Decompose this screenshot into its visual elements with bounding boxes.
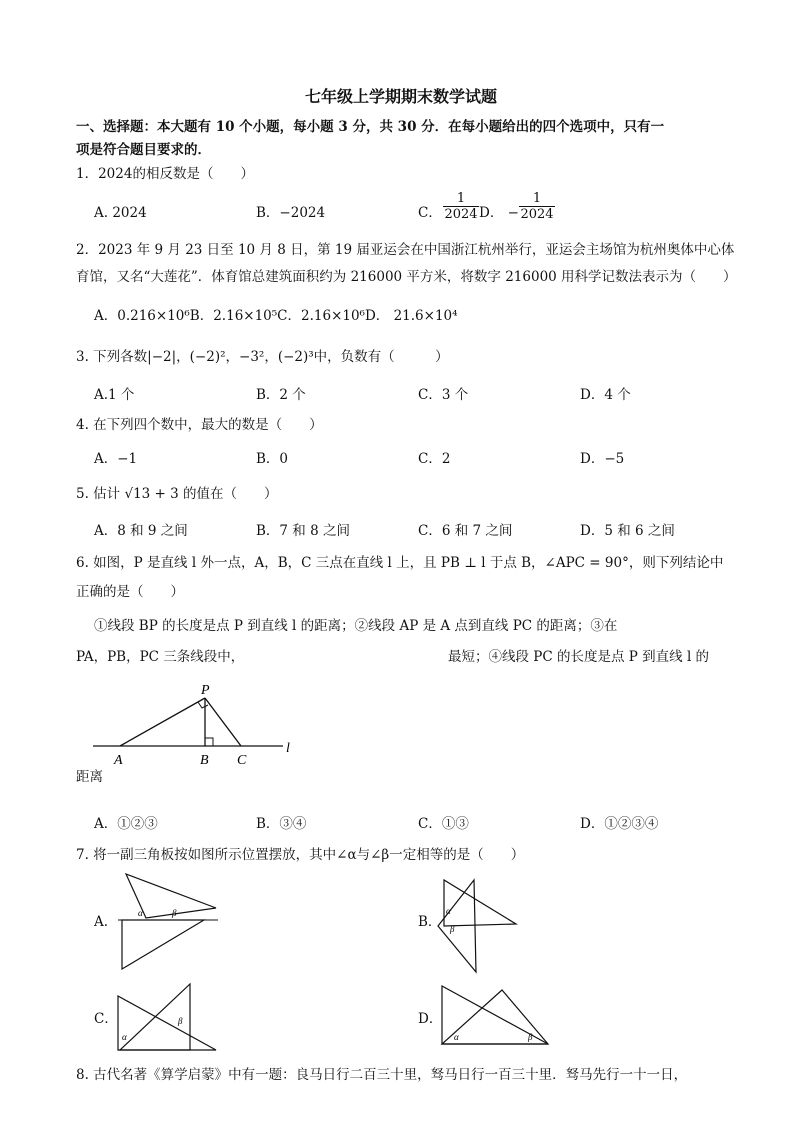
q6-option-c: C．①③ [418,816,469,832]
q6-label-c: C [237,753,247,768]
q3-option-a: A.1 个 [94,387,135,403]
q7d-alpha: α [454,1032,459,1042]
q6-line1: 6. 如图，P 是直线 l 外一点，A，B，C 三点在直线 l 上，且 PB ⊥ l 于点 B，∠APC = 90°，则下列结论中 [76,555,724,571]
q5-option-a: A．8 和 9 之间 [94,523,188,539]
q1-option-d-fraction [519,191,555,222]
q1-option-c-label: C． [418,205,442,221]
q1-c-numerator: 1 [443,191,479,207]
q2-line2: 育馆，又名“大莲花”．体育馆总建筑面积约为 216000 平方米，将数字 216000 用科学记数法表示为（ ） [76,269,737,285]
q5-option-c: C．6 和 7 之间 [418,523,513,539]
q5-option-d: D．5 和 6 之间 [580,523,675,539]
q7-figure-a [118,872,228,972]
q5-stem: 5. 估计 √13 + 3 的值在（ ） [76,486,278,502]
q1-c-denominator: 2024 [444,207,478,222]
q3-option-d: D．4 个 [580,387,631,403]
q7-stem: 7. 将一副三角板按如图所示位置摆放，其中∠α与∠β一定相等的是（ ） [76,847,525,863]
q1-d-denominator: 2024 [520,207,554,222]
q6-option-b: B．③④ [256,816,307,832]
q7c-beta: β [178,1016,183,1026]
q5-option-b: B．7 和 8 之间 [256,523,350,539]
q6-line3: ①线段 BP 的长度是点 P 到直线 l 的距离；②线段 AP 是 A 点到直线 PC 的距离；③在 [94,618,618,634]
q1-option-b: B．−2024 [256,205,326,221]
q6-label-p: P [201,683,210,698]
q3-option-c: C．3 个 [418,387,469,403]
q6-label-b: B [200,753,209,768]
q1-option-a: A. 2024 [94,205,147,221]
section-header-line2: 项是符合题目要求的． [76,142,211,158]
q7a-alpha: α [138,908,143,918]
q4-stem: 4. 在下列四个数中，最大的数是（ ） [76,417,323,433]
q7d-beta: β [528,1032,533,1042]
q7-figure-d [440,984,552,1048]
q7-option-d-label: D． [418,1011,443,1027]
q6-option-d: D．①②③④ [580,816,659,832]
q4-option-a: A．−1 [94,451,138,467]
q4-option-b: B．0 [256,451,289,467]
q6-line5: 距离 [76,769,103,785]
q6-line2: 正确的是（ ） [76,584,184,600]
page-title: 七年级上学期期末数学试题 [305,87,498,106]
q7-figure-c [116,980,220,1054]
q6-label-a: A [114,753,123,768]
q6-figure [88,678,298,770]
q6-label-l: l [286,741,290,756]
section-header-line1: 一、选择题：本大题有 10 个小题，每小题 3 分，共 30 分．在每小题给出的四个选项中，只有一 [76,119,665,135]
q8-stem: 8. 古代名著《算学启蒙》中有一题：良马日行二百三十里，驽马日行一百三十里．驽马先行一十一日， [76,1067,688,1083]
q1-option-d-label: D． − [479,205,519,221]
q2-line1: 2．2023 年 9 月 23 日至 10 月 8 日，第 19 届亚运会在中国浙江杭州举行，亚运会主场馆为杭州奥体中心体 [76,242,735,258]
q4-option-d: D．−5 [580,451,625,467]
q7b-beta: β [450,924,455,934]
q6-option-a: A．①②③ [94,816,158,832]
q2-options: A．0.216×10⁶B．2.16×10⁵C．2.16×10⁶D． 21.6×10⁴ [94,308,458,324]
q3-stem: 3. 下列各数|−2|，(−2)²，−3²，(−2)³中，负数有（ ） [76,349,449,365]
q7c-alpha: α [122,1032,127,1042]
q4-option-c: C．2 [418,451,451,467]
q7-option-c-label: C． [94,1011,118,1027]
q7-option-a-label: A. [94,914,109,930]
q3-option-b: B．2 个 [256,387,306,403]
q1-option-c-fraction [443,191,479,222]
q1-d-numerator: 1 [519,191,555,207]
q1-stem: 1．2024的相反数是（ ） [76,166,254,182]
q7-option-b-label: B． [418,914,442,930]
q6-line4-start: PA，PB，PC 三条线段中， [76,649,245,665]
q7a-beta: β [172,908,177,918]
q7b-alpha: α [446,906,451,916]
q6-line4-end: 最短；④线段 PC 的长度是点 P 到直线 l 的 [448,649,710,665]
q7-figure-b [436,878,520,974]
